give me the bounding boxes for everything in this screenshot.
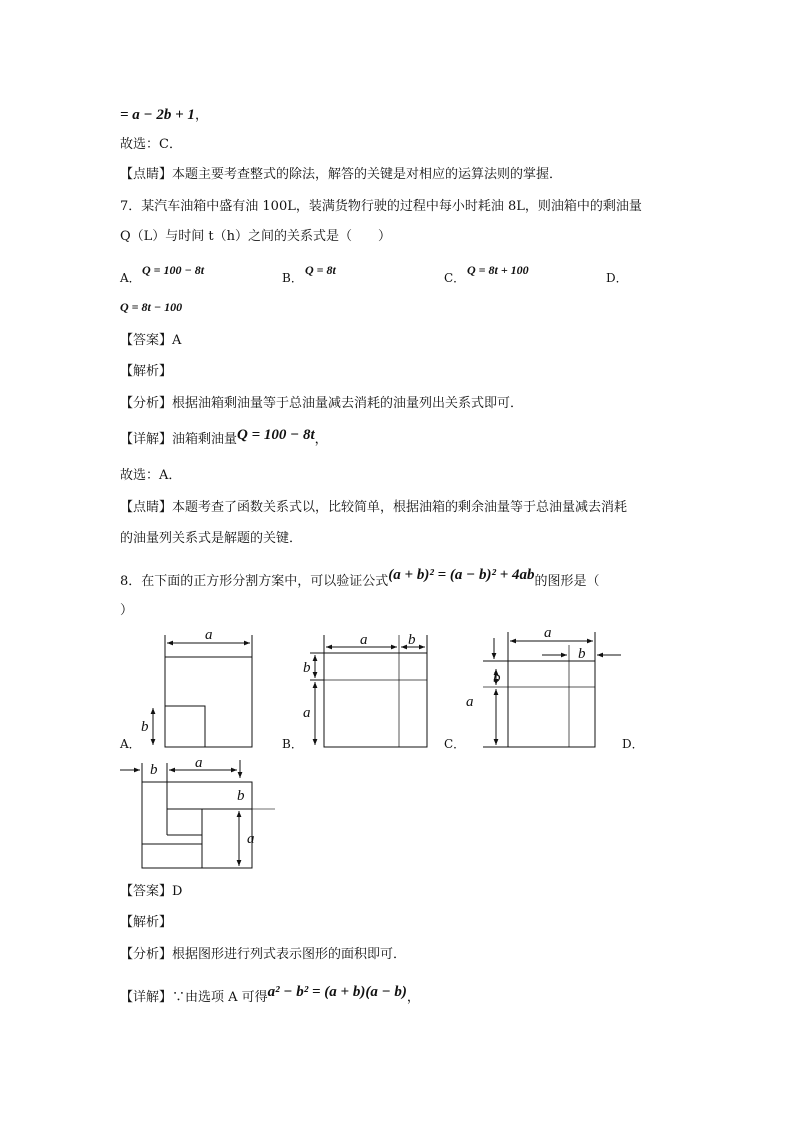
detail-7-math: Q = 100 − 8t — [237, 427, 315, 443]
label-b: b — [150, 762, 158, 778]
question-7-line-2: Q（L）与时间 t（h）之间的关系式是（ ） — [120, 229, 392, 244]
label-b: b — [303, 660, 311, 676]
analysis-8-header: 【解析】 — [120, 915, 173, 930]
q7-option-a-math: Q = 100 − 8t — [142, 263, 205, 277]
figure-option-c — [458, 620, 628, 755]
label-a: a — [303, 705, 311, 721]
figure-option-d — [115, 755, 275, 875]
detail-7 — [120, 427, 328, 449]
question-8-line-2: ） — [120, 603, 134, 618]
question-8-line-1 — [120, 567, 600, 591]
analysis-8: 【分析】根据图形进行列式表示图形的面积即可． — [120, 947, 407, 962]
fig-label-c: C． — [444, 737, 466, 751]
q7-option-d-label: D． — [606, 271, 628, 285]
comment-7-line-1: 【点睛】本题考查了函数关系式以，比较简单，根据油箱的剩余油量等于总油量减去消耗 — [120, 500, 628, 515]
answer-7: 【答案】A — [120, 333, 182, 348]
q8-formula: (a + b)² = (a − b)² + 4ab — [388, 567, 535, 583]
comma: ， — [314, 432, 328, 447]
fig-label-a: A． — [120, 737, 141, 751]
label-a: a — [195, 755, 203, 771]
line-comment-6: 【点睛】本题主要考查整式的除法，解答的关键是对相应的运算法则的掌握． — [120, 167, 563, 182]
label-a: a — [466, 694, 474, 710]
label-a: a — [360, 632, 368, 648]
comma: ， — [406, 990, 420, 1005]
q8-text-tail: 的图形是（ — [534, 574, 600, 589]
choice-7: 故选：A． — [120, 468, 182, 483]
detail-7-text: 【详解】油箱剩油量 — [120, 432, 238, 447]
detail-8-math: a² − b² = (a + b)(a − b) — [267, 984, 407, 1000]
label-b: b — [141, 719, 149, 735]
label-a: a — [544, 625, 552, 641]
label-a: a — [247, 831, 255, 847]
detail-8 — [120, 984, 420, 1007]
analysis-7: 【分析】根据油箱剩油量等于总油量减去消耗的油量列出关系式即可． — [120, 396, 524, 411]
q7-option-d-math: Q = 8t − 100 — [120, 300, 183, 314]
analysis-7-header: 【解析】 — [120, 364, 173, 379]
q7-option-c-math: Q = 8t + 100 — [467, 263, 529, 277]
figure-option-b — [295, 625, 440, 755]
detail-8-text: 【详解】∵由选项 A 可得 — [120, 990, 268, 1005]
comma: ， — [194, 108, 208, 123]
fig-label-d: D． — [622, 737, 644, 751]
line-result — [120, 106, 208, 125]
question-7-line-1: 7．某汽车油箱中盛有油 100L，装满货物行驶的过程中每小时耗油 8L，则油箱中的剩油量 — [120, 199, 642, 214]
result-expression: = a − 2b + 1 — [120, 107, 195, 123]
comment-7-line-2: 的油量列关系式是解题的关键． — [120, 531, 303, 546]
q8-text: 8．在下面的正方形分割方案中，可以验证公式 — [120, 574, 389, 589]
label-b: b — [578, 646, 586, 662]
q7-option-b-label: B． — [282, 271, 303, 285]
label-a: a — [205, 627, 213, 643]
figure-option-a — [120, 625, 270, 755]
label-b: b — [408, 632, 416, 648]
answer-8: 【答案】D — [120, 884, 183, 899]
line-choice-c: 故选：C． — [120, 137, 182, 152]
q7-option-c-label: C． — [444, 271, 466, 285]
label-b: b — [237, 788, 245, 804]
label-b: b — [493, 670, 501, 686]
q7-option-a-label: A． — [120, 271, 141, 285]
fig-label-b: B． — [282, 737, 303, 751]
q7-option-b-math: Q = 8t — [305, 263, 336, 277]
